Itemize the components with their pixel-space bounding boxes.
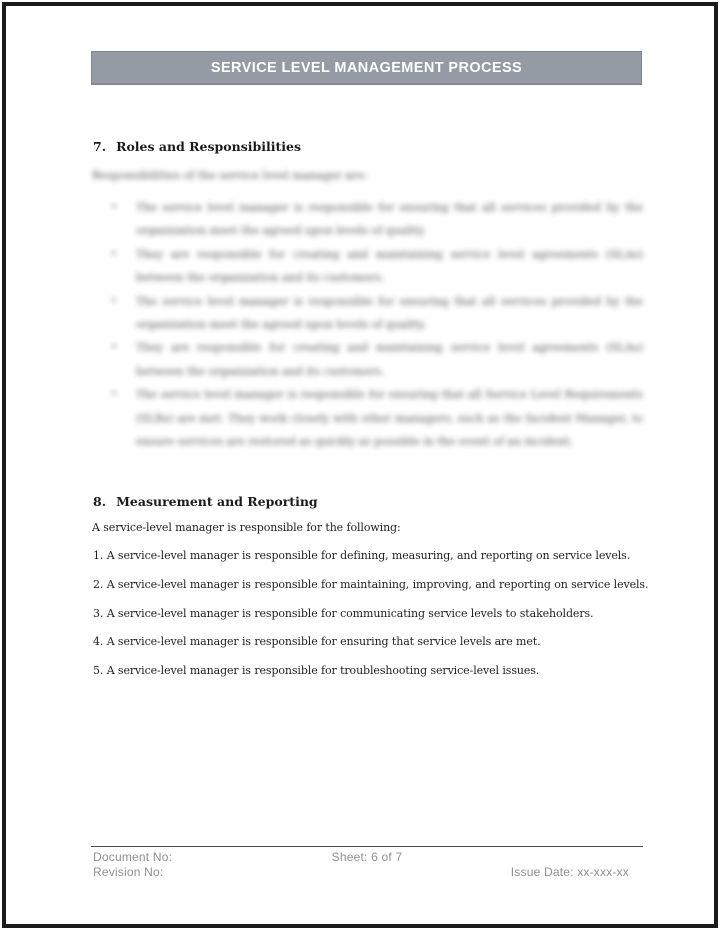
sheet-number: Sheet: 6 of 7 <box>331 850 403 864</box>
footer-row-1 <box>91 850 643 865</box>
bullet-icon: • <box>111 295 117 307</box>
section-7-number: 7. <box>93 139 107 154</box>
issue-date-label: Issue Date: xx-xxx-xx <box>510 865 629 879</box>
bullet-text-blurred: The service level manager is responsible for ensuring that all services provided by the organization meet the agreed upon levels of quality. <box>136 201 643 238</box>
list-item: 2. A service-level manager is responsible for maintaining, improving, and reporting on service levels. <box>93 577 649 591</box>
bullet-icon: • <box>111 342 117 354</box>
bullet-icon: • <box>111 248 117 260</box>
list-item <box>111 383 643 453</box>
section-7-title: Roles and Responsibilities <box>116 139 301 154</box>
document-no-label: Document No: <box>93 850 173 864</box>
list-item: 1. A service-level manager is responsible for defining, measuring, and reporting on service levels. <box>93 549 631 562</box>
section-8-heading <box>93 494 318 509</box>
bullet-icon: • <box>111 202 117 213</box>
bullet-text-blurred: They are responsible for creating and maintaining service level agreements (SLAs) between the organization and its customers. <box>136 247 643 285</box>
section-7-heading <box>93 139 301 154</box>
page-footer <box>91 846 643 880</box>
bullet-icon: • <box>111 389 117 401</box>
bullet-text-blurred: They are responsible for creating and maintaining service level agreements (SLAs) between the organization and its customers. <box>136 341 643 378</box>
list-item <box>111 336 643 383</box>
list-item <box>111 243 643 290</box>
section-8-numbered-list <box>93 549 653 693</box>
document-title: SERVICE LEVEL MANAGEMENT PROCESS <box>210 60 523 76</box>
section-7-intro-blurred: Responsibilities of the service level manager are: <box>92 169 368 182</box>
document-title-banner <box>91 51 642 85</box>
section-8-intro: A service-level manager is responsible for the following: <box>92 521 401 534</box>
bullet-text-blurred: The service level manager is responsible for ensuring that all services provided by the organization meet the agreed upon levels of quality. <box>136 294 643 332</box>
list-item <box>111 196 643 243</box>
revision-no-label: Revision No: <box>93 865 164 879</box>
section-7-bullet-list <box>111 196 643 453</box>
section-8-title: Measurement and Reporting <box>116 494 318 509</box>
footer-row-2 <box>91 865 643 880</box>
list-item <box>111 290 643 337</box>
list-item: 4. A service-level manager is responsible for ensuring that service levels are met. <box>93 635 541 649</box>
list-item: 3. A service-level manager is responsible for communicating service levels to stakeholders. <box>93 606 594 620</box>
list-item: 5. A service-level manager is responsible for troubleshooting service-level issues. <box>93 664 540 678</box>
page-border-frame <box>2 2 718 928</box>
bullet-text-blurred: The service level manager is responsible for ensuring that all Service Level Requirements (SLRs) are met. They work closely with other managers, such as the Incident Manager, to ensure services are restored as quickly as possible in the event of an incident. <box>136 388 643 449</box>
section-8-number: 8. <box>93 494 107 509</box>
